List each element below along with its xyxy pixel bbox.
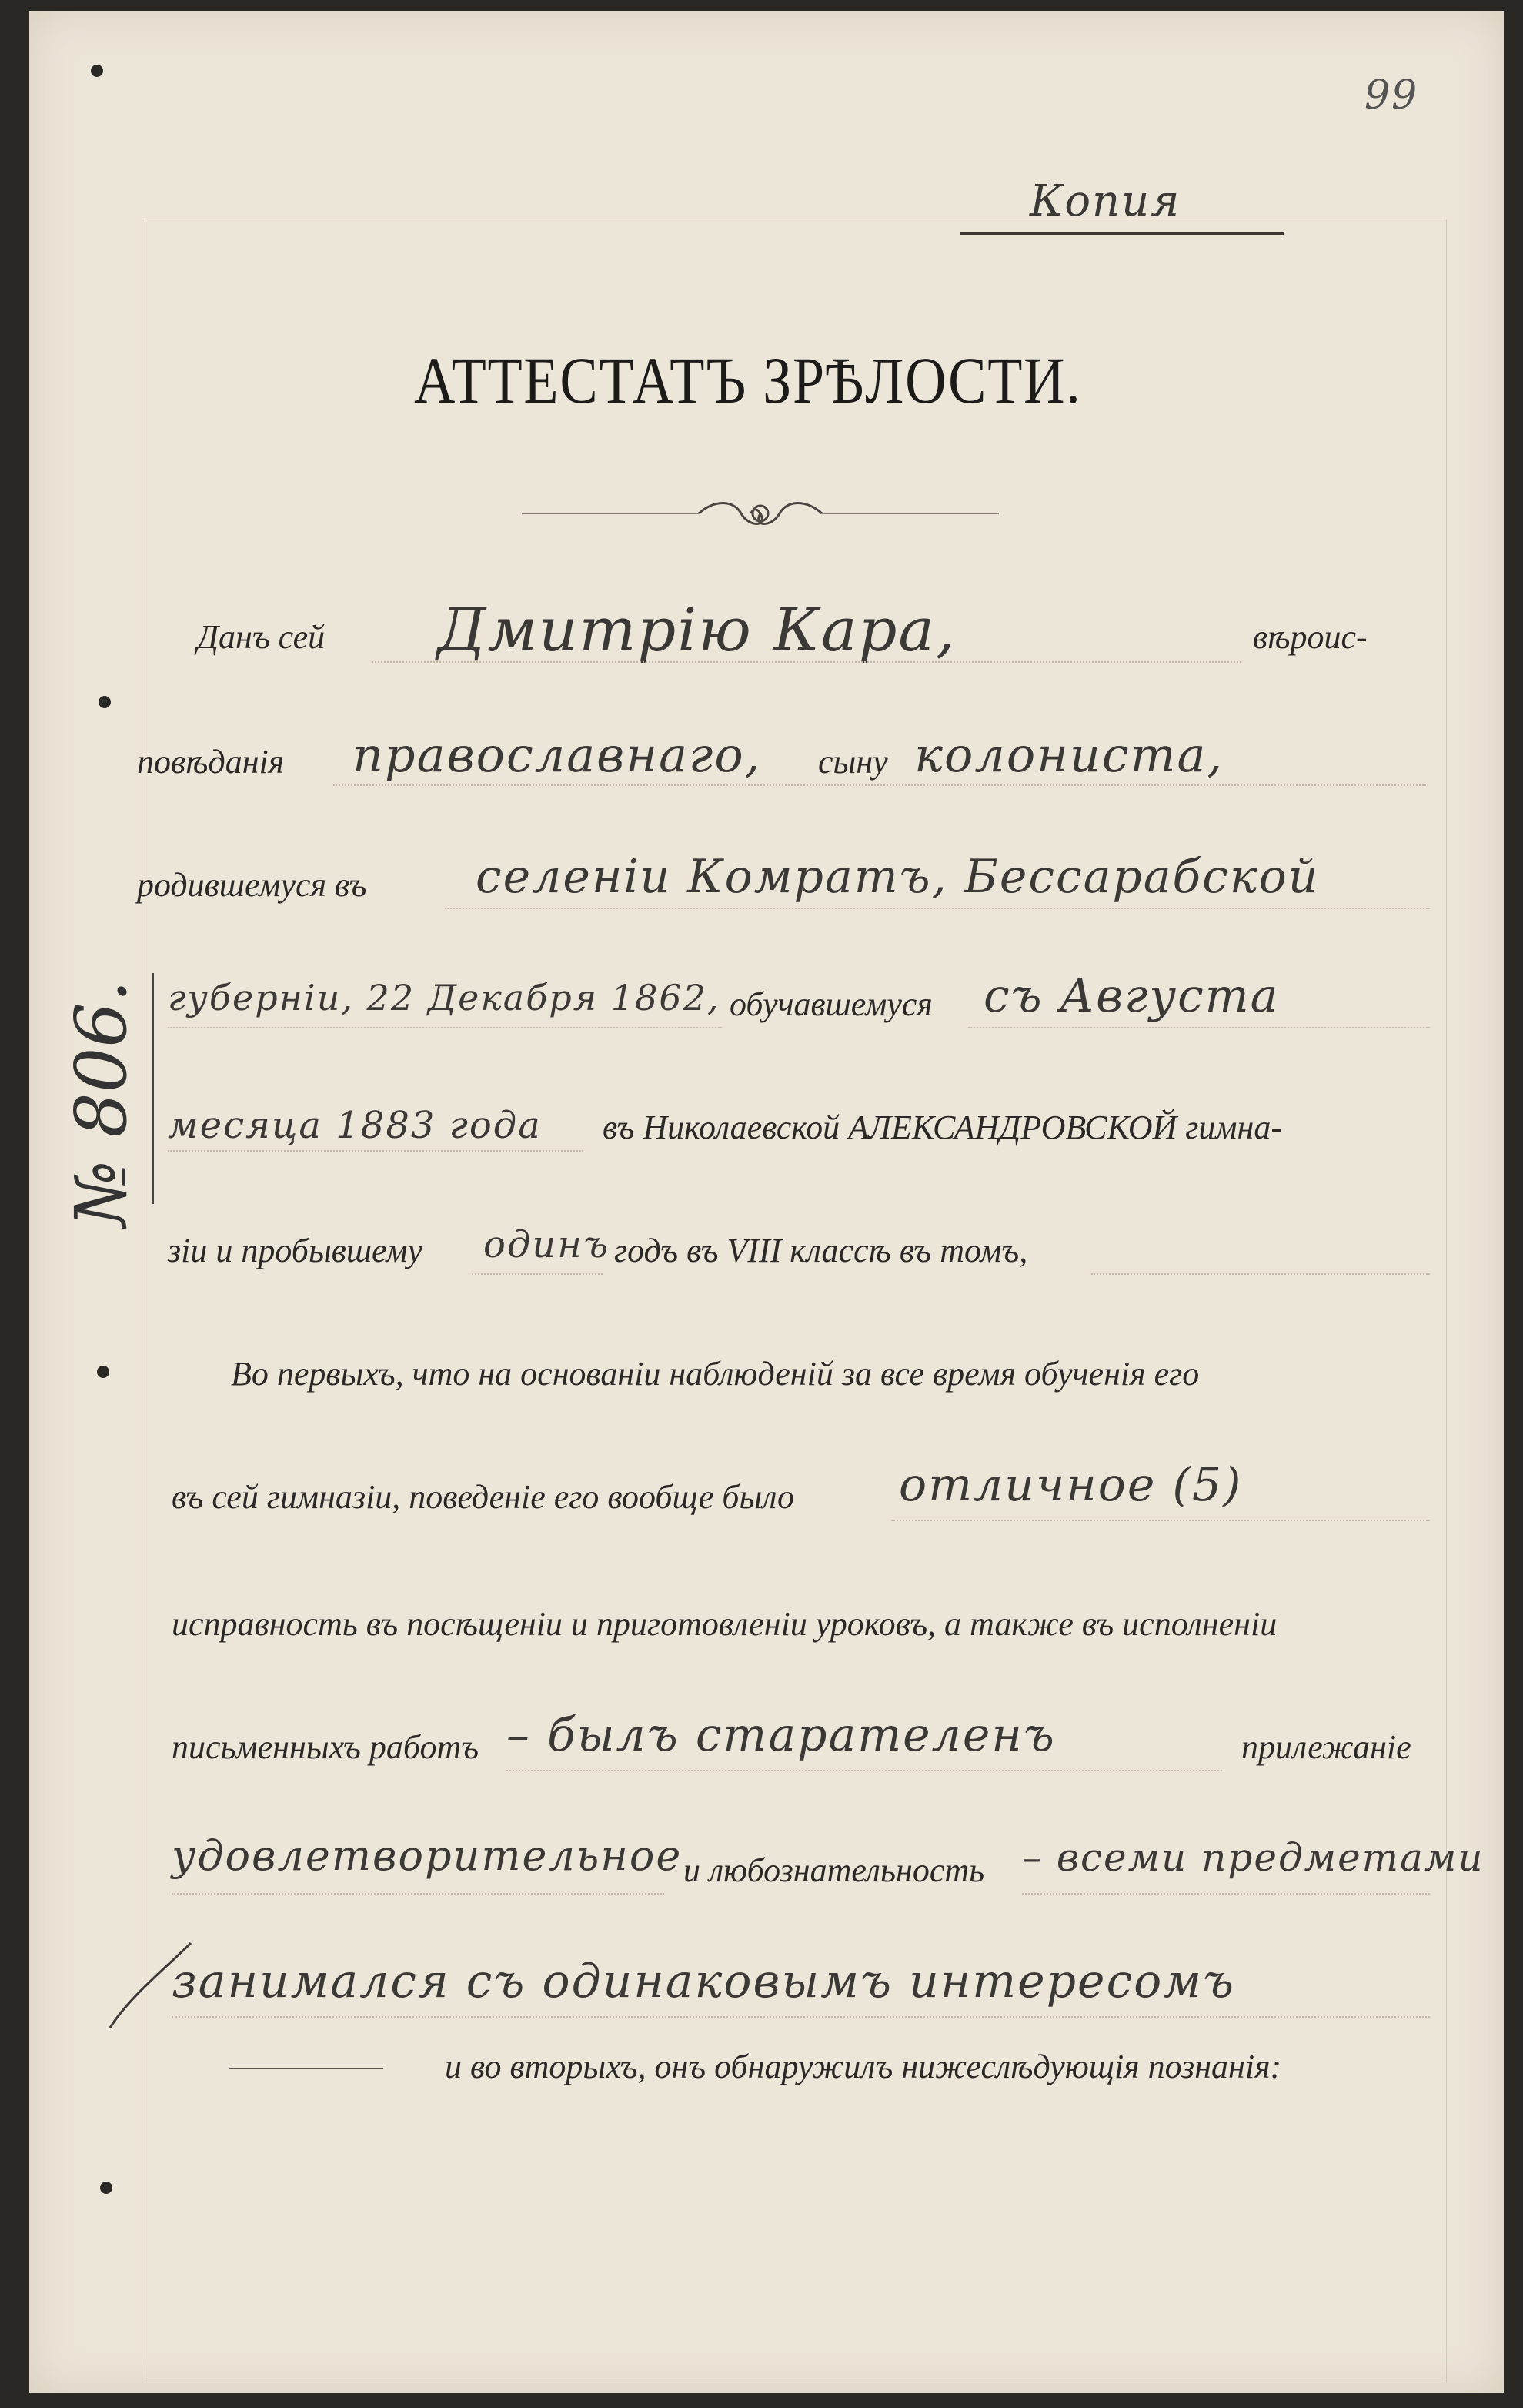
fill-line (172, 2016, 1430, 2018)
hw-province-date: губернiи, 22 Декабря 1862, (168, 977, 720, 1018)
text-povedaniya: повѣданія (137, 743, 285, 781)
fill-line (168, 1150, 583, 1152)
text-veroisp: вѣроис- (1253, 618, 1368, 656)
hw-diligence: – былъ старателенъ (506, 1708, 1056, 1762)
text-pismennykh: письменныхъ работъ (172, 1728, 479, 1766)
ornament-divider (522, 492, 999, 538)
hw-religion: православнаго, (352, 727, 762, 783)
text-obuchavshemusya: обучавшемуся (730, 985, 933, 1023)
hw-interest: занимался съ одинаковымъ интересомъ (172, 1955, 1236, 2008)
fill-line (172, 1893, 664, 1895)
fill-line (333, 784, 1426, 786)
text-synu: сыну (818, 743, 888, 781)
fill-line (506, 1770, 1222, 1771)
text-ispravnost: исправность въ посѣщеніи и приготовленіи уроковъ, а также въ исполненіи (172, 1605, 1278, 1643)
fill-line (968, 1027, 1430, 1028)
text-vo-pervykh: Во первыхъ, что на основаніи наблюденій за все время обученія его (231, 1355, 1200, 1393)
hw-since-month: съ Августа (984, 969, 1280, 1023)
fill-line (1022, 1893, 1430, 1895)
text-dan-sey: Данъ сей (197, 618, 326, 656)
binding-hole (100, 2182, 112, 2194)
page-title: АТТЕСТАТЪ ЗРѢЛОСТИ. (414, 343, 1082, 417)
fill-line (472, 1273, 603, 1275)
text-prilezhanie: прилежаніе (1241, 1728, 1411, 1766)
text-probyvshemu: зіи и пробывшему (168, 1232, 423, 1269)
text-rodivshemusya: родившемуся въ (137, 866, 367, 904)
hw-satisfactory: удовлетворительное (172, 1831, 683, 1880)
text-class: годъ въ VIII классѣ въ томъ, (614, 1232, 1028, 1269)
fill-line (1091, 1273, 1430, 1275)
binding-hole (97, 1366, 109, 1378)
text-vo-vtorykh: и во вторыхъ, онъ обнаружилъ нижеслѣдующія познанія: (445, 2048, 1282, 2085)
text-gymnasium: въ Николаевской АЛЕКСАНДРОВСКОЙ гимна- (603, 1109, 1282, 1146)
hw-all-subjects: – всеми предметами (1022, 1835, 1485, 1880)
side-number: № 806. (60, 979, 142, 1227)
hw-birthplace: селенiи Комратъ, Бессарабской (476, 850, 1320, 904)
hw-conduct-grade: отличное (5) (899, 1458, 1243, 1512)
hw-years-count: одинъ (483, 1223, 610, 1266)
fill-line (168, 1027, 722, 1028)
hw-name: Дмитрiю Кара, (437, 596, 957, 665)
hw-flourish (99, 1935, 206, 2035)
copy-mark: Копия (1030, 176, 1181, 226)
text-povedenie: въ сей гимназіи, поведеніе его вообще было (172, 1478, 794, 1516)
blank-dash (229, 2068, 383, 2069)
fill-line (891, 1520, 1430, 1521)
binding-hole (91, 65, 103, 77)
hw-estate: колониста, (914, 727, 1224, 783)
fill-line (372, 661, 1241, 663)
copy-mark-underline (960, 232, 1284, 235)
text-lyuboznatelnost: и любознательность (683, 1851, 985, 1889)
fill-line (445, 908, 1430, 909)
binding-hole (99, 696, 111, 708)
page-number: 99 (1364, 72, 1419, 119)
hw-year: месяца 1883 года (168, 1104, 542, 1147)
document-sheet (29, 11, 1504, 2393)
